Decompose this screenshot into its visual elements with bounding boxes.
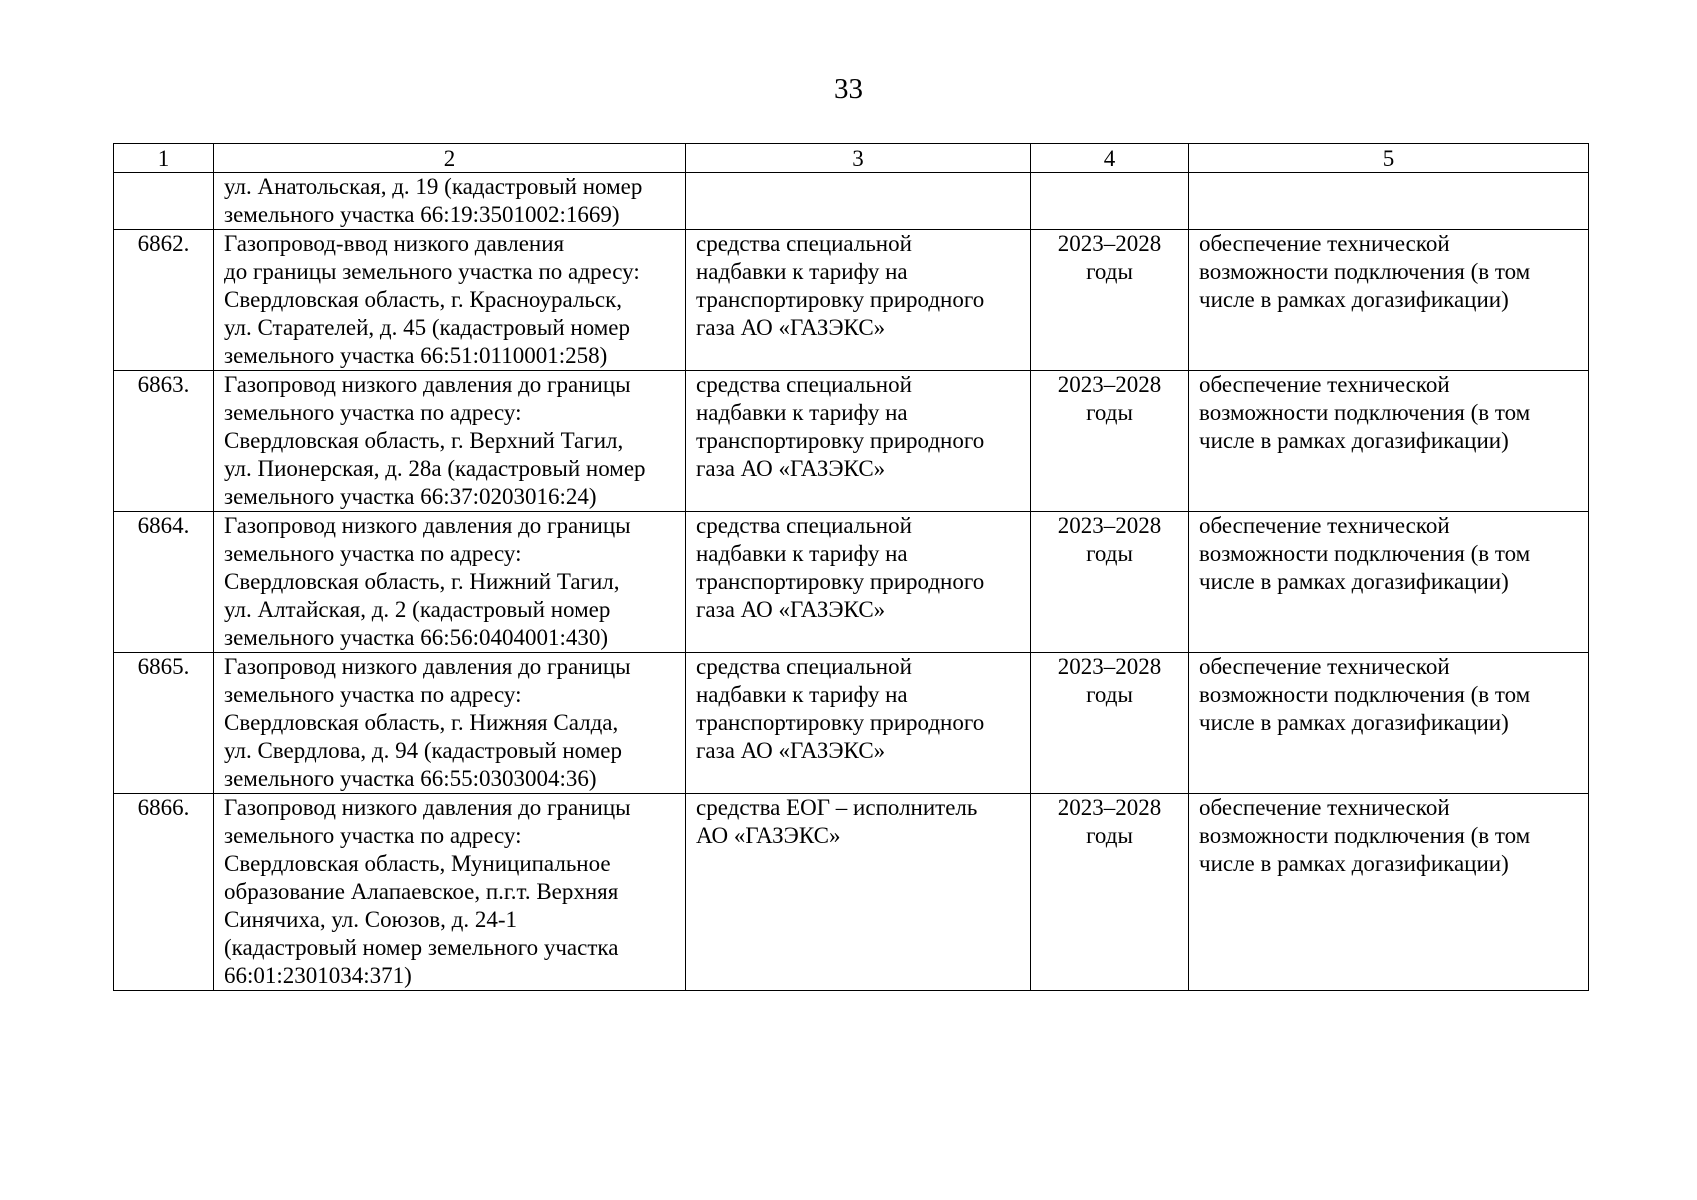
table-row (114, 173, 1589, 230)
funding-source-cell: средства специальной надбавки к тарифу на транспортировку природного газа АО «ГАЗЭКС» (686, 512, 1031, 653)
table-row (114, 512, 1589, 653)
purpose-cell: обеспечение технической возможности подключения (в том числе в рамках догазификации) (1189, 794, 1589, 991)
header-cell-2: 2 (214, 144, 686, 173)
object-cell: Газопровод низкого давления до границы земельного участка по адресу: Свердловская область, г. Верхний Тагил, ул. Пионерская, д. 28а (кадастровый номер земельного участка 66:37:0203016:24) (214, 371, 686, 512)
funding-source-cell: средства специальной надбавки к тарифу на транспортировку природного газа АО «ГАЗЭКС» (686, 230, 1031, 371)
purpose-cell (1189, 173, 1589, 230)
object-cell: Газопровод-ввод низкого давления до границы земельного участка по адресу: Свердловская область, г. Красноуральск, ул. Старателей, д. 45 (кадастровый номер земельного участка 66:51:0110001:258) (214, 230, 686, 371)
period-cell: 2023–2028 годы (1031, 512, 1189, 653)
row-number-cell: 6866. (114, 794, 214, 991)
row-number-cell: 6862. (114, 230, 214, 371)
object-cell: ул. Анатольская, д. 19 (кадастровый номер земельного участка 66:19:3501002:1669) (214, 173, 686, 230)
object-cell: Газопровод низкого давления до границы земельного участка по адресу: Свердловская область, Муниципальное образование Алапаевское, п.г.т. Верхняя Синячиха, ул. Союзов, д. 24-1 (кадастровый номер земельного участка 66:01:2301034:371) (214, 794, 686, 991)
page-number: 33 (834, 73, 863, 105)
period-cell: 2023–2028 годы (1031, 230, 1189, 371)
header-cell-4: 4 (1031, 144, 1189, 173)
period-cell: 2023–2028 годы (1031, 653, 1189, 794)
row-number-cell: 6864. (114, 512, 214, 653)
object-cell: Газопровод низкого давления до границы земельного участка по адресу: Свердловская область, г. Нижняя Салда, ул. Свердлова, д. 94 (кадастровый номер земельного участка 66:55:0303004:36) (214, 653, 686, 794)
header-cell-3: 3 (686, 144, 1031, 173)
data-table (113, 143, 1589, 991)
purpose-cell: обеспечение технической возможности подключения (в том числе в рамках догазификации) (1189, 230, 1589, 371)
header-cell-1: 1 (114, 144, 214, 173)
period-cell (1031, 173, 1189, 230)
table-row (114, 230, 1589, 371)
period-cell: 2023–2028 годы (1031, 794, 1189, 991)
row-number-cell (114, 173, 214, 230)
funding-source-cell (686, 173, 1031, 230)
row-number-cell: 6863. (114, 371, 214, 512)
funding-source-cell: средства специальной надбавки к тарифу на транспортировку природного газа АО «ГАЗЭКС» (686, 371, 1031, 512)
funding-source-cell: средства специальной надбавки к тарифу на транспортировку природного газа АО «ГАЗЭКС» (686, 653, 1031, 794)
purpose-cell: обеспечение технической возможности подключения (в том числе в рамках догазификации) (1189, 371, 1589, 512)
header-cell-5: 5 (1189, 144, 1589, 173)
table-row (114, 371, 1589, 512)
table-header-row (114, 144, 1589, 173)
period-cell: 2023–2028 годы (1031, 371, 1189, 512)
table-row (114, 794, 1589, 991)
object-cell: Газопровод низкого давления до границы земельного участка по адресу: Свердловская область, г. Нижний Тагил, ул. Алтайская, д. 2 (кадастровый номер земельного участка 66:56:0404001:430) (214, 512, 686, 653)
purpose-cell: обеспечение технической возможности подключения (в том числе в рамках догазификации) (1189, 512, 1589, 653)
purpose-cell: обеспечение технической возможности подключения (в том числе в рамках догазификации) (1189, 653, 1589, 794)
row-number-cell: 6865. (114, 653, 214, 794)
table-row (114, 653, 1589, 794)
funding-source-cell: средства ЕОГ – исполнитель АО «ГАЗЭКС» (686, 794, 1031, 991)
